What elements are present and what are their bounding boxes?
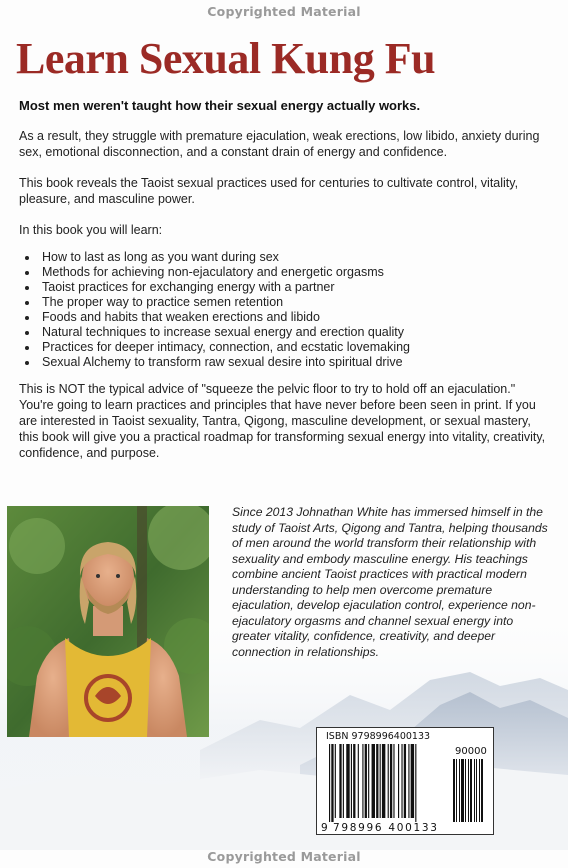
barcode-bar xyxy=(346,744,349,818)
list-item: • Taoist practices for exchanging energy with a partner xyxy=(39,280,551,295)
barcode-bar xyxy=(368,744,369,818)
reveal-paragraph: This book reveals the Taoist sexual practices used for centuries to cultivate control, vitality, pleasure, and masculine power. xyxy=(19,176,519,206)
list-item: • How to last as long as you want during sex xyxy=(39,250,551,265)
intro-paragraph: As a result, they struggle with premature ejaculation, weak erections, low libido, anxiety during sex, emotional disconnection, and a constant drain of energy and confidence. xyxy=(19,129,540,159)
addon-bar xyxy=(476,759,477,822)
closing-paragraph: This is NOT the typical advice of "squeeze the pelvic floor to try to hold off an ejaculation." You're going to learn practices and principles that have never before been seen in print. If you are interested in Taoist sexuality, Tantra, Qigong, masculine development, or sexual mastery, this book will give you a practical roadmap for transforming sexual energy into vitality, creativity, confidence, and purpose. xyxy=(19,382,546,460)
learn-heading: In this book you will learn: xyxy=(19,223,163,237)
list-item: • Sexual Alchemy to transform raw sexual desire into spiritual drive xyxy=(39,355,551,370)
addon-bar xyxy=(459,759,460,822)
copyright-watermark-bottom: Copyrighted Material xyxy=(207,849,361,864)
list-item: • Foods and habits that weaken erections and libido xyxy=(39,310,551,325)
addon-bar xyxy=(453,759,455,822)
barcode-bars xyxy=(317,728,495,836)
barcode-bar xyxy=(331,744,333,822)
barcode-bar xyxy=(390,744,392,818)
barcode-lead-digit: 9 xyxy=(321,822,328,834)
barcode-digits: 798996 400133 xyxy=(333,822,439,834)
barcode-bar xyxy=(351,744,352,818)
barcode-bar xyxy=(380,744,381,818)
price-code: 90000 xyxy=(455,746,487,757)
author-photo xyxy=(7,506,209,737)
lead-sentence: Most men weren't taught how their sexual energy actually works. xyxy=(19,98,421,113)
barcode-bar xyxy=(339,744,341,818)
addon-bar xyxy=(468,759,469,822)
learn-list xyxy=(19,250,551,370)
barcode-bar xyxy=(329,744,330,822)
book-title: Learn Sexual Kung Fu xyxy=(16,34,436,83)
barcode-bar xyxy=(372,744,375,818)
barcode-bar xyxy=(401,744,402,818)
list-item: • Natural techniques to increase sexual energy and erection quality xyxy=(39,325,551,340)
barcode-bar xyxy=(398,744,399,818)
barcode-bar xyxy=(404,744,406,818)
barcode-bar xyxy=(365,744,367,818)
list-item: • The proper way to practice semen retention xyxy=(39,295,551,310)
author-bio: Since 2013 Johnathan White has immersed himself in the study of Taoist Arts, Qigong and Tantra, helping thousands of men around the world transform their relationship with sexuality and embody masculine energy. His teachings combine ancient Taoist practices with practical modern understanding to help men overcome premature ejaculation, develop ejaculation control, experience non-ejaculatory orgasms and channel sexual energy into greater vitality, confidence, creativity, and deeper connection in relationships. xyxy=(232,505,548,659)
isbn-barcode xyxy=(316,727,494,835)
barcode-bar xyxy=(358,744,359,818)
barcode-bar xyxy=(408,744,409,818)
addon-bar xyxy=(456,759,457,822)
barcode-bar xyxy=(388,744,389,818)
list-item: • Practices for deeper intimacy, connection, and ecstatic lovemaking xyxy=(39,340,551,355)
description-block xyxy=(19,98,551,476)
barcode-bar xyxy=(343,744,344,818)
addon-bar xyxy=(465,759,466,822)
addon-bar xyxy=(479,759,480,822)
isbn-label: ISBN 9798996400133 xyxy=(326,731,431,742)
list-item: • Methods for achieving non-ejaculatory and energetic orgasms xyxy=(39,265,551,280)
barcode-bar xyxy=(393,744,394,818)
barcode-bar xyxy=(382,744,385,818)
barcode-bar xyxy=(362,744,363,818)
addon-bar xyxy=(474,759,475,822)
barcode-bar xyxy=(411,744,414,818)
addon-bar xyxy=(470,759,472,822)
barcode-bar xyxy=(415,744,416,822)
barcode-bar xyxy=(335,744,336,818)
copyright-watermark-top: Copyrighted Material xyxy=(207,4,361,19)
barcode-bar xyxy=(376,744,378,818)
addon-bar xyxy=(481,759,483,822)
addon-bar xyxy=(461,759,464,822)
barcode-bar xyxy=(353,744,355,818)
